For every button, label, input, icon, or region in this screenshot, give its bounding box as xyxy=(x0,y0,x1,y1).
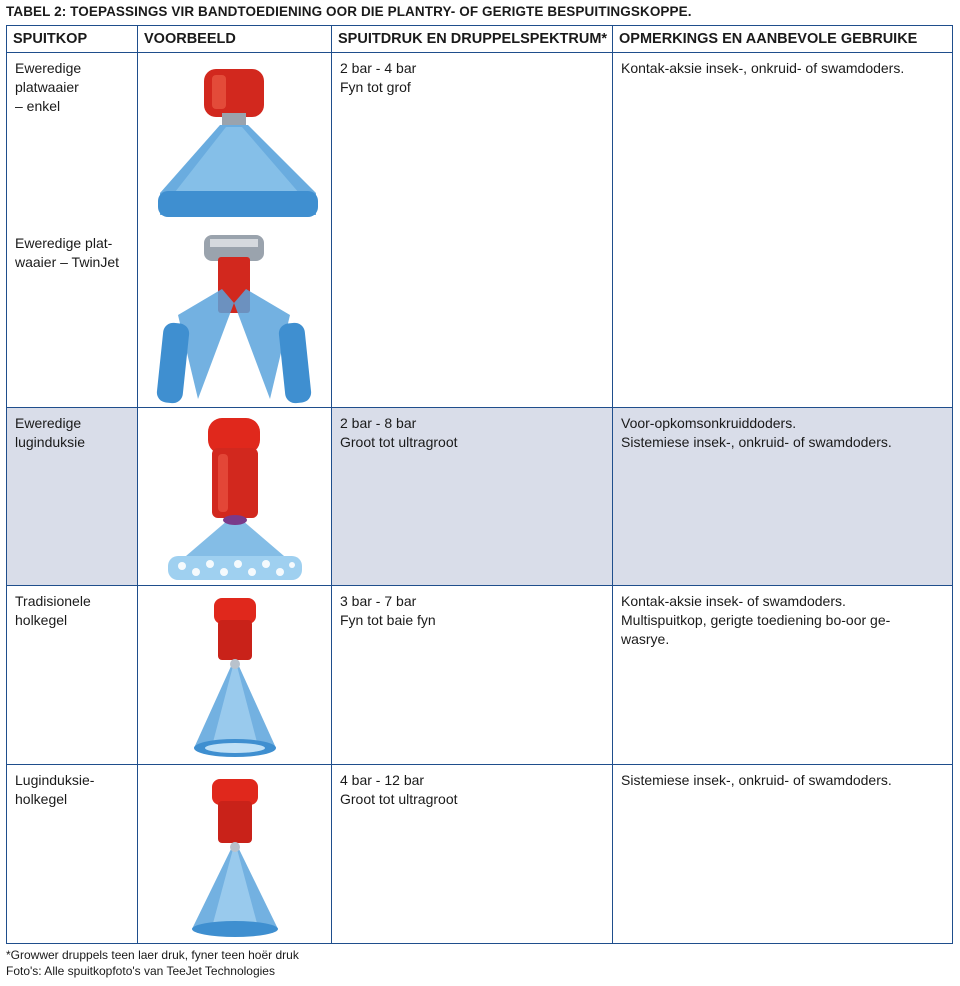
hollow-cone-nozzle-image xyxy=(138,586,332,764)
footnote: *Growwer druppels teen laer druk, fyner teen hoër druk xyxy=(6,948,299,962)
pressure-cell xyxy=(332,408,613,586)
remark: Kontak-aksie insek- of swamdoders. xyxy=(621,593,846,609)
example-image-cell xyxy=(138,765,332,944)
nozzle-name: Eweredige plat- waaier – TwinJet xyxy=(15,235,120,270)
droplet-spectrum: Groot tot ultragroot xyxy=(340,791,458,807)
flat-fan-nozzle-image xyxy=(138,53,332,407)
droplet-spectrum: Groot tot ultragroot xyxy=(340,434,458,450)
pressure-cell xyxy=(332,765,613,944)
table-row xyxy=(7,53,953,408)
nozzle-name: Eweredige platwaaier – enkel xyxy=(15,60,82,114)
photo-credit: Foto's: Alle spuitkopfoto's van TeeJet Technologies xyxy=(6,964,275,978)
remarks-cell xyxy=(613,765,953,944)
remark: Kontak-aksie insek-, onkruid- of swamdoders. xyxy=(621,60,905,76)
header-voorbeeld: VOORBEELD xyxy=(138,26,332,53)
example-image-cell xyxy=(138,586,332,765)
table-row xyxy=(7,586,953,765)
remark: Voor-opkomsonkruiddoders. xyxy=(621,415,797,431)
nozzle-name-cell xyxy=(7,586,138,765)
remarks-cell xyxy=(613,408,953,586)
nozzle-table xyxy=(6,25,953,944)
pressure-range: 3 bar - 7 bar xyxy=(340,593,417,609)
pressure-cell xyxy=(332,586,613,765)
remark: Multispuitkop, gerigte toediening bo-oor ge- wasrye. xyxy=(621,612,891,647)
table-row xyxy=(7,765,953,944)
example-image-cell xyxy=(138,53,332,408)
air-induction-nozzle-image xyxy=(138,408,332,585)
remarks-cell xyxy=(613,53,953,408)
header-spuitkop: SPUITKOP xyxy=(7,26,138,53)
nozzle-name-cell xyxy=(7,765,138,944)
nozzle-name-cell xyxy=(7,408,138,586)
droplet-spectrum: Fyn tot grof xyxy=(340,79,411,95)
header-opmerkings: OPMERKINGS EN AANBEVOLE GEBRUIKE xyxy=(613,26,953,53)
table-title: TABEL 2: TOEPASSINGS VIR BANDTOEDIENING OOR DIE PLANTRY- OF GERIGTE BESPUITINGSKOPPE. xyxy=(6,4,692,19)
header-spuitdruk: SPUITDRUK EN DRUPPELSPEKTRUM* xyxy=(332,26,613,53)
header-row xyxy=(7,26,953,53)
remark: Sistemiese insek-, onkruid- of swamdoders. xyxy=(621,434,892,450)
nozzle-name: Tradisionele holkegel xyxy=(15,593,91,628)
droplet-spectrum: Fyn tot baie fyn xyxy=(340,612,436,628)
remark: Sistemiese insek-, onkruid- of swamdoders. xyxy=(621,772,892,788)
nozzle-name-cell xyxy=(7,53,138,408)
pressure-range: 2 bar - 4 bar xyxy=(340,60,417,76)
pressure-range: 4 bar - 12 bar xyxy=(340,772,425,788)
pressure-range: 2 bar - 8 bar xyxy=(340,415,417,431)
nozzle-name: Luginduksie- holkegel xyxy=(15,772,95,807)
remarks-cell xyxy=(613,586,953,765)
table-row xyxy=(7,408,953,586)
nozzle-name: Eweredige luginduksie xyxy=(15,415,86,450)
pressure-cell xyxy=(332,53,613,408)
example-image-cell xyxy=(138,408,332,586)
air-induction-hollow-cone-nozzle-image xyxy=(138,765,332,943)
